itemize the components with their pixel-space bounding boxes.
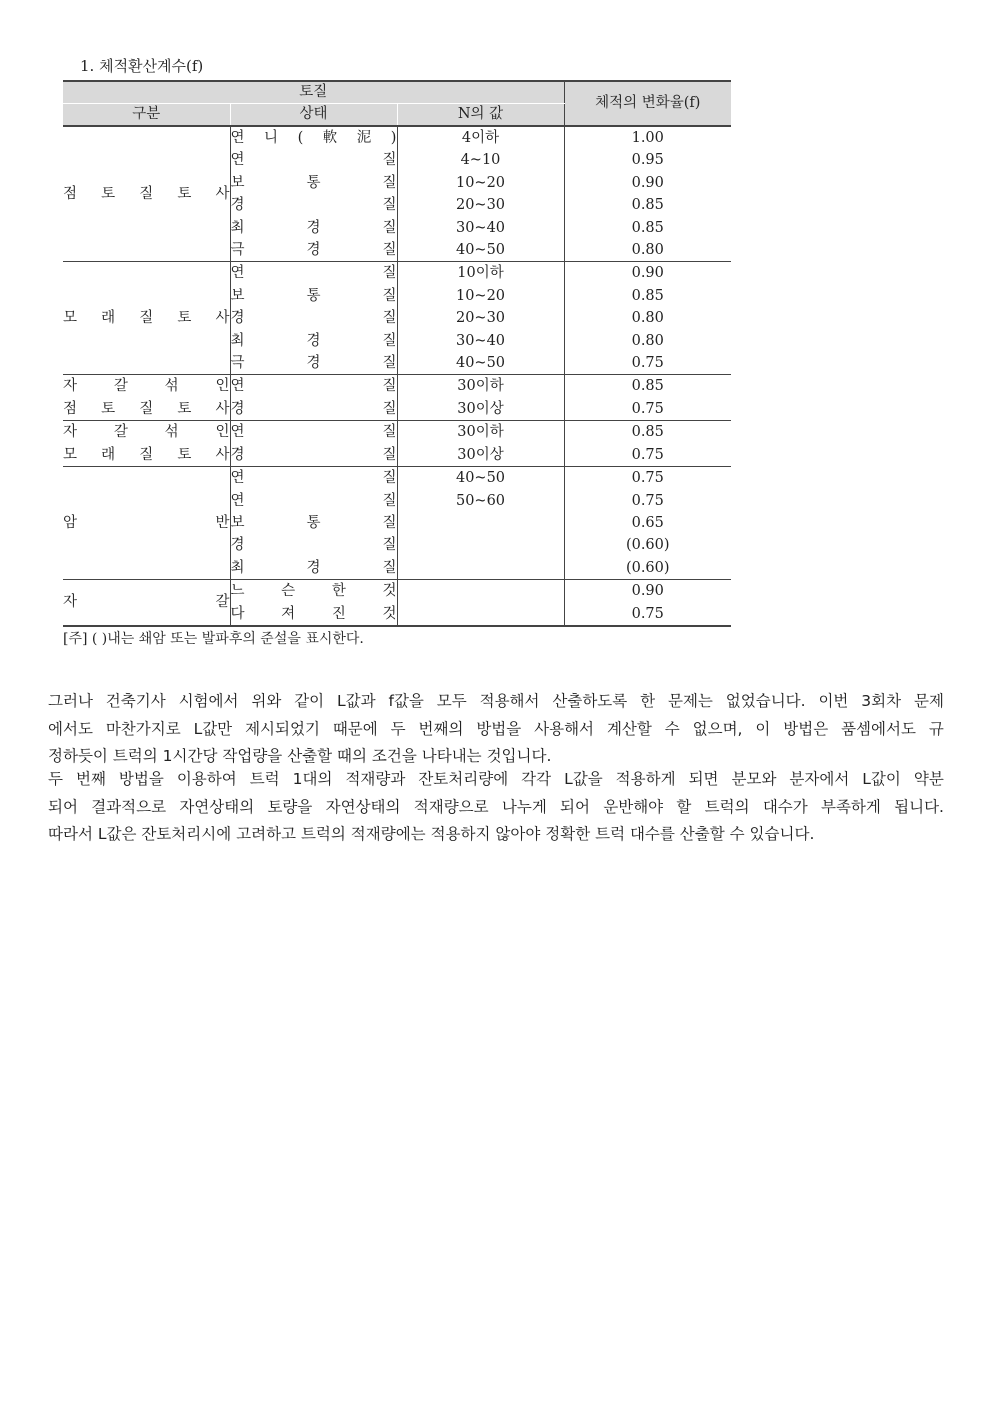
state-cell <box>230 262 397 285</box>
factor-cell: 0.80 <box>564 307 731 329</box>
header-state: 상태 <box>230 104 397 127</box>
header-factor: 체적의 변화율(f) <box>564 81 731 126</box>
factor-cell: 0.85 <box>564 194 731 216</box>
paragraph-line: 정하듯이 트럭의 1시간당 작업량을 산출할 때의 조건을 나타내는 것입니다. <box>48 747 552 765</box>
factor-cell: 0.80 <box>564 239 731 262</box>
n-value-cell: 4이하 <box>397 126 564 149</box>
header-soil: 토질 <box>63 81 564 104</box>
state-label: 느 슨 한 것 <box>230 583 397 600</box>
category-cell <box>63 580 230 626</box>
table-row <box>63 580 731 603</box>
state-label: 연 질 <box>230 492 397 509</box>
n-value-cell: 50~60 <box>397 490 564 512</box>
state-label: 극 경 질 <box>230 355 397 372</box>
state-cell <box>230 444 397 467</box>
category-label: 점 토 질 토 사 <box>63 186 230 203</box>
category-cell <box>63 467 230 580</box>
state-label: 경 질 <box>230 310 397 327</box>
n-value-cell: 30이상 <box>397 398 564 421</box>
state-cell <box>230 603 397 626</box>
category-cell <box>63 421 230 467</box>
paragraph-line: 되어 결과적으로 자연상태의 토량을 자연상태의 적재량으로 나누게 되어 운반해야 할 트럭의 대수가 부족하게 됩니다. <box>48 797 944 816</box>
category-label: 모 래 질 토 사 <box>63 446 230 463</box>
state-label: 연 질 <box>230 424 397 441</box>
factor-cell: 0.75 <box>564 444 731 467</box>
state-cell <box>230 307 397 329</box>
n-value-cell: 10이하 <box>397 262 564 285</box>
state-label: 최 경 질 <box>230 559 397 576</box>
table-row <box>63 262 731 285</box>
factor-cell: 0.85 <box>564 375 731 398</box>
state-cell <box>230 490 397 512</box>
factor-cell: 0.85 <box>564 421 731 444</box>
factor-cell: 0.90 <box>564 172 731 194</box>
n-value-cell <box>397 534 564 556</box>
state-label: 극 경 질 <box>230 242 397 259</box>
factor-cell: 0.80 <box>564 330 731 352</box>
state-cell <box>230 194 397 216</box>
paragraph-2 <box>48 766 944 849</box>
state-label: 최 경 질 <box>230 332 397 349</box>
factor-cell: 0.75 <box>564 352 731 375</box>
category-label: 자 갈 섞 인 <box>63 424 230 441</box>
state-cell <box>230 580 397 603</box>
n-value-cell: 20~30 <box>397 307 564 329</box>
state-label: 보 통 질 <box>230 287 397 304</box>
category-label: 자 갈 섞 인 <box>63 378 230 395</box>
paragraph-line: 따라서 L값은 잔토처리시에 고려하고 트럭의 적재량에는 적용하지 않아야 정확한 트럭 대수를 산출할 수 있습니다. <box>48 825 815 843</box>
n-value-cell: 30~40 <box>397 330 564 352</box>
n-value-cell: 30이상 <box>397 444 564 467</box>
n-value-cell: 10~20 <box>397 172 564 194</box>
state-cell <box>230 352 397 375</box>
n-value-cell <box>397 512 564 534</box>
state-label: 경 질 <box>230 537 397 554</box>
factor-cell: 0.75 <box>564 490 731 512</box>
state-cell <box>230 398 397 421</box>
table-row <box>63 126 731 149</box>
n-value-cell: 30이하 <box>397 375 564 398</box>
table-row <box>63 375 731 398</box>
factor-cell: 0.85 <box>564 217 731 239</box>
category-cell <box>63 262 230 375</box>
state-label: 보 통 질 <box>230 174 397 191</box>
n-value-cell <box>397 603 564 626</box>
state-label: 연 니 ( 軟 泥 ) <box>230 130 397 146</box>
state-cell <box>230 512 397 534</box>
paragraph-1 <box>48 688 944 771</box>
header-n-value: N의 값 <box>397 104 564 127</box>
n-value-cell: 4~10 <box>397 149 564 171</box>
state-label: 연 질 <box>230 265 397 282</box>
state-cell <box>230 285 397 307</box>
n-value-cell: 30~40 <box>397 217 564 239</box>
factor-cell: (0.60) <box>564 534 731 556</box>
state-label: 보 통 질 <box>230 514 397 531</box>
state-cell <box>230 149 397 171</box>
table-body <box>63 126 731 626</box>
state-label: 다 져 진 것 <box>230 605 397 622</box>
paragraph-line: 에서도 마찬가지로 L값만 제시되었기 때문에 두 번째의 방법을 사용해서 계산할 수 없으며, 이 방법은 품셈에서도 규 <box>48 719 944 738</box>
state-cell <box>230 330 397 352</box>
category-label: 모 래 질 토 사 <box>63 310 230 327</box>
factor-cell: 0.90 <box>564 580 731 603</box>
factor-cell: (0.60) <box>564 557 731 580</box>
state-cell <box>230 217 397 239</box>
paragraph-line: 그러나 건축기사 시험에서 위와 같이 L값과 f값을 모두 적용해서 산출하도록 한 문제는 없었습니다. 이번 3회차 문제 <box>48 692 944 710</box>
state-cell <box>230 126 397 149</box>
n-value-cell: 20~30 <box>397 194 564 216</box>
factor-cell: 0.75 <box>564 398 731 421</box>
state-label: 연 질 <box>230 470 397 487</box>
category-label: 암 반 <box>63 514 230 531</box>
section-title: 1. 체적환산계수(f) <box>80 57 204 75</box>
factor-cell: 0.85 <box>564 285 731 307</box>
n-value-cell: 40~50 <box>397 239 564 262</box>
paragraph-line: 두 번째 방법을 이용하여 트럭 1대의 적재량과 잔토처리량에 각각 L값을 적용하게 되면 분모와 분자에서 L값이 약분 <box>48 770 944 788</box>
category-label: 점 토 질 토 사 <box>63 400 230 417</box>
factor-cell: 1.00 <box>564 126 731 149</box>
state-cell <box>230 172 397 194</box>
state-label: 경 질 <box>230 446 397 463</box>
factor-cell: 0.95 <box>564 149 731 171</box>
category-label: 자 갈 <box>63 594 230 611</box>
state-cell <box>230 239 397 262</box>
n-value-cell: 30이하 <box>397 421 564 444</box>
header-category: 구분 <box>63 104 230 127</box>
category-cell <box>63 126 230 262</box>
factor-cell: 0.75 <box>564 467 731 490</box>
table-row <box>63 421 731 444</box>
state-cell <box>230 557 397 580</box>
category-cell <box>63 375 230 421</box>
state-cell <box>230 421 397 444</box>
table-note: [주] ( )내는 쇄암 또는 발파후의 준설을 표시한다. <box>63 631 364 647</box>
state-cell <box>230 467 397 490</box>
factor-cell: 0.90 <box>564 262 731 285</box>
state-label: 경 질 <box>230 197 397 214</box>
factor-cell: 0.65 <box>564 512 731 534</box>
n-value-cell: 40~50 <box>397 467 564 490</box>
volume-conversion-table <box>63 80 731 627</box>
state-label: 연 질 <box>230 152 397 169</box>
n-value-cell <box>397 557 564 580</box>
table-row <box>63 467 731 490</box>
state-cell <box>230 375 397 398</box>
n-value-cell: 40~50 <box>397 352 564 375</box>
state-label: 최 경 질 <box>230 219 397 236</box>
state-label: 연 질 <box>230 378 397 395</box>
state-cell <box>230 534 397 556</box>
n-value-cell: 10~20 <box>397 285 564 307</box>
n-value-cell <box>397 580 564 603</box>
factor-cell: 0.75 <box>564 603 731 626</box>
state-label: 경 질 <box>230 400 397 417</box>
